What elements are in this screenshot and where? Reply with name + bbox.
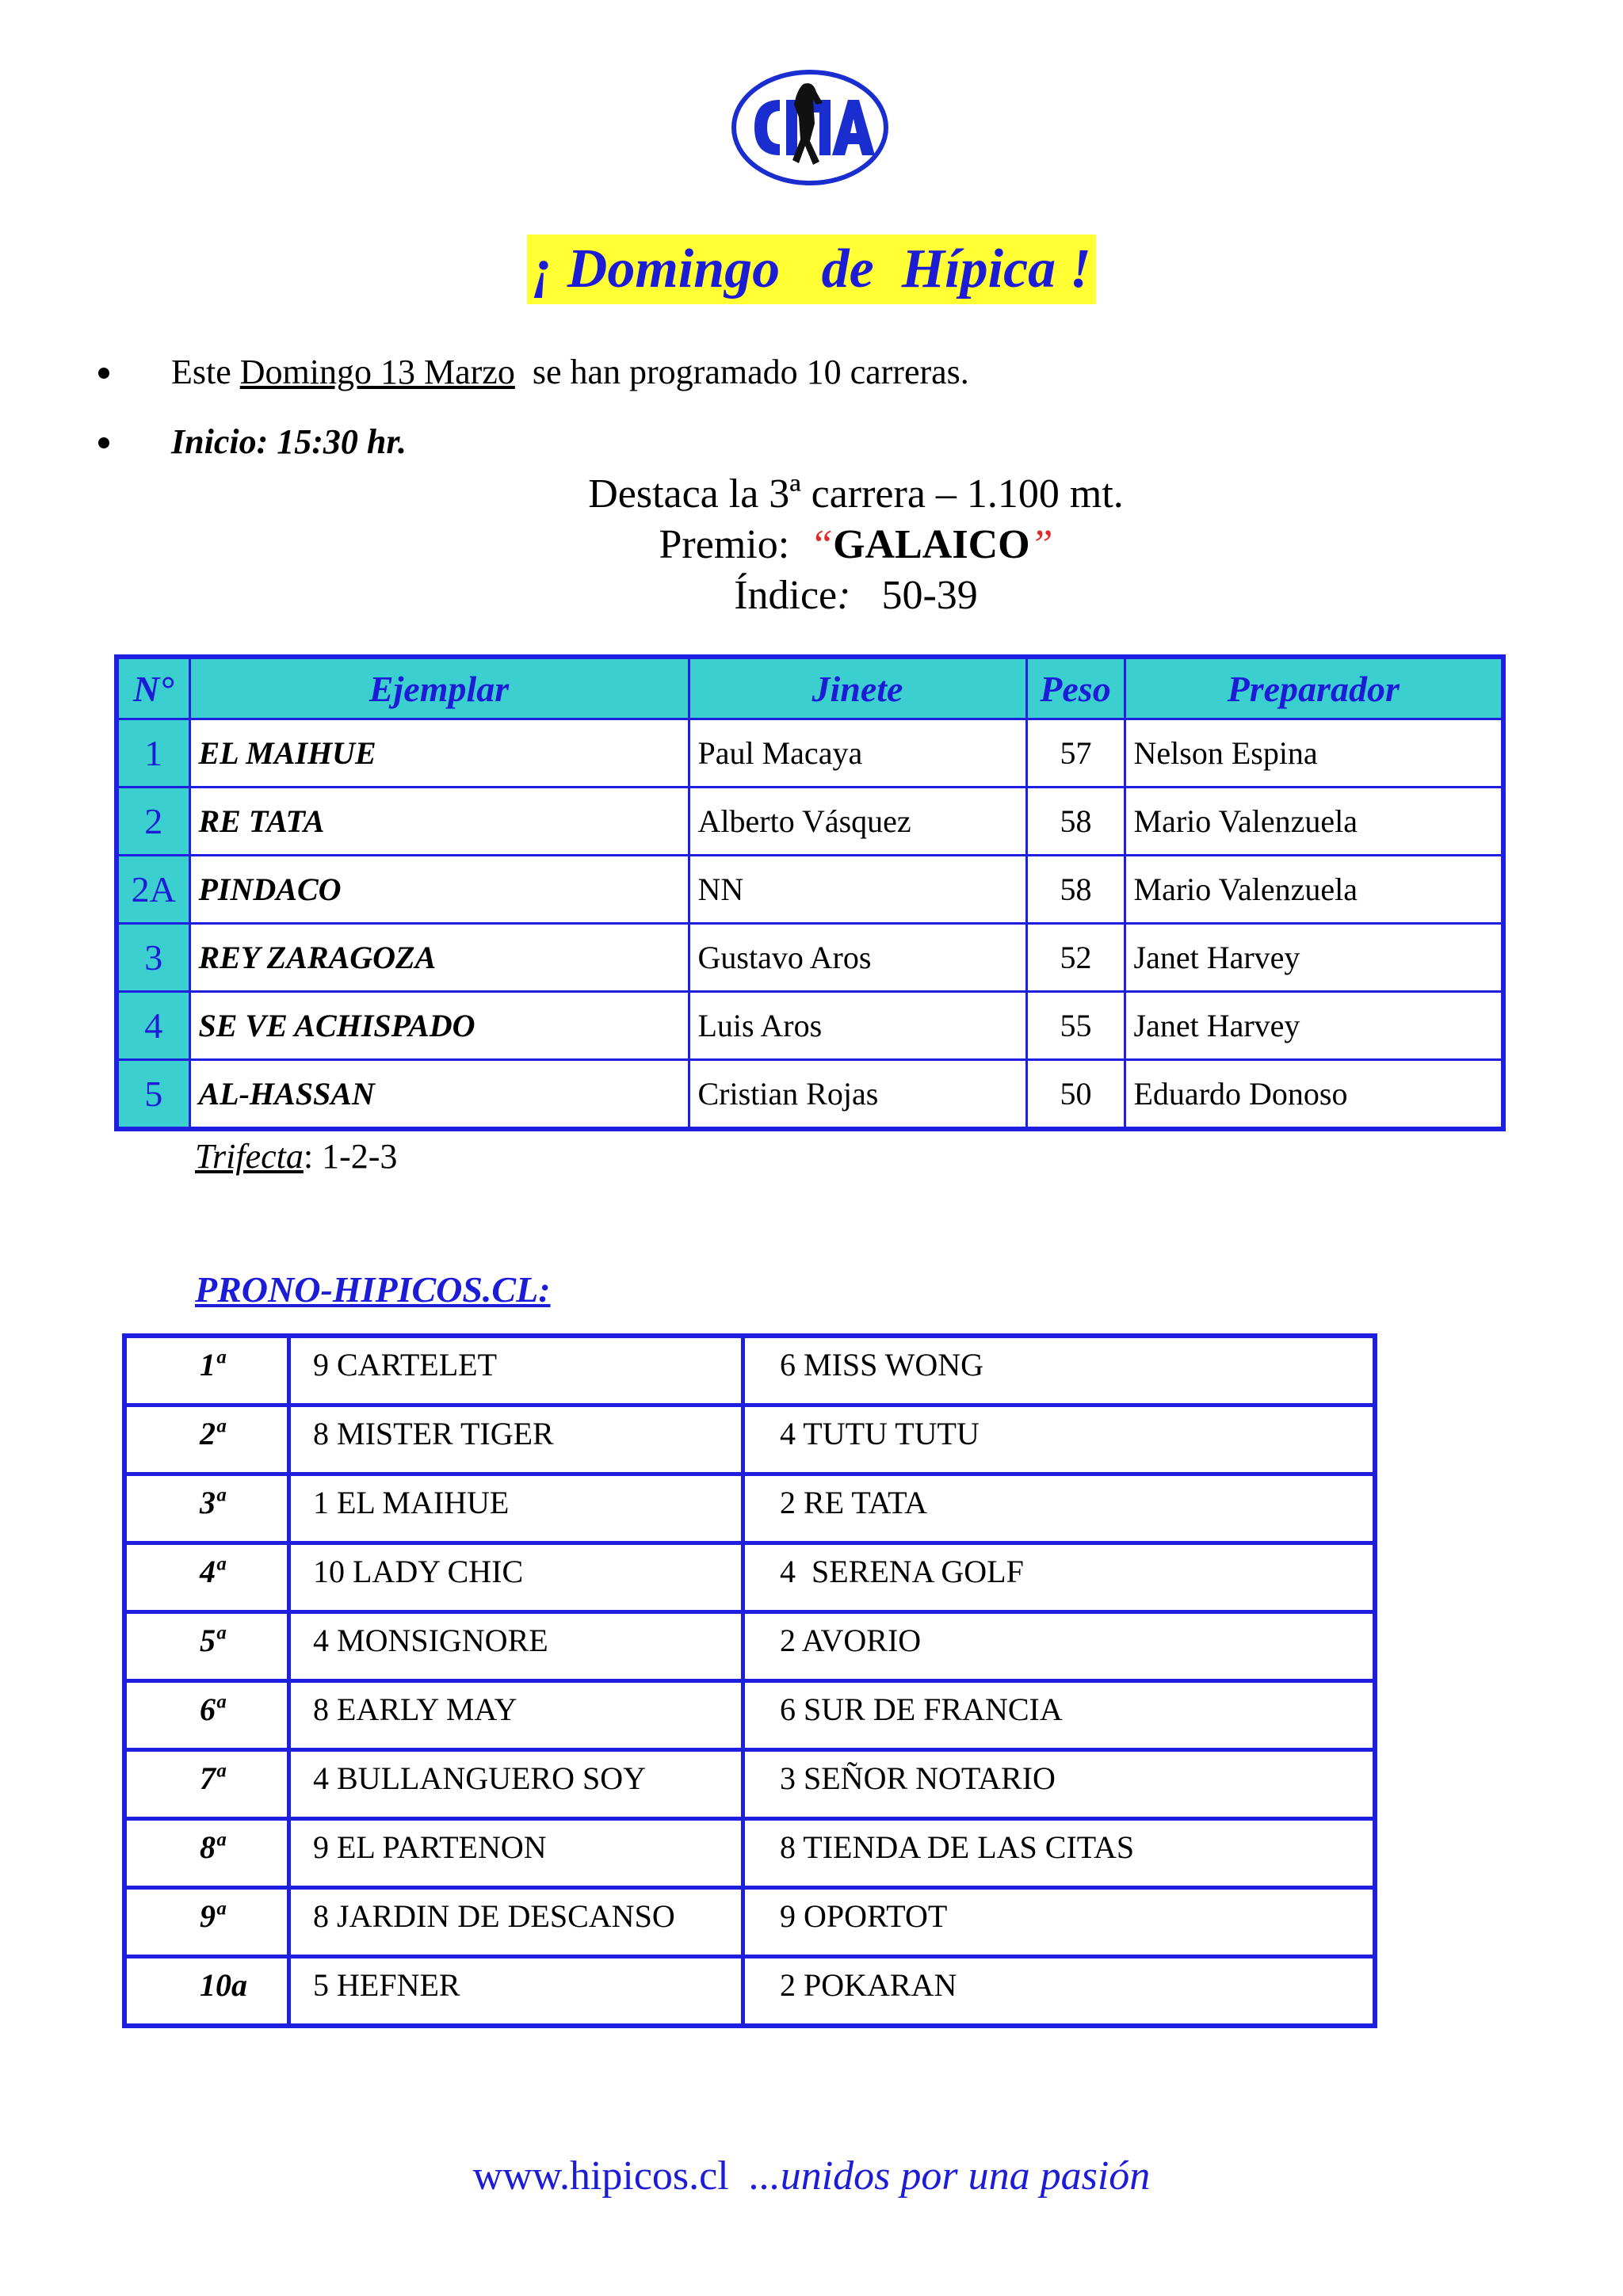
trifecta-label: Trifecta (195, 1137, 304, 1176)
header-ejemplar: Ejemplar (189, 657, 689, 719)
prono-race (124, 1336, 289, 1405)
entry-number: 5 (116, 1060, 189, 1130)
site-link[interactable]: www.hipicos.cl (472, 2153, 729, 2199)
table-row (124, 1405, 1375, 1474)
indice-value: 50-39 (850, 573, 978, 618)
race-entries-table (114, 654, 1506, 1131)
entry-trainer: Mario Valenzuela (1125, 788, 1503, 856)
bullet-prefix: Este (171, 353, 240, 391)
footer (0, 2149, 1623, 2204)
prono-race (124, 1957, 289, 2027)
table-row (124, 1543, 1375, 1612)
table-row (124, 1336, 1375, 1405)
prono-pick-2-text: 6 SUR DE FRANCIA (780, 1691, 1063, 1727)
prono-pick-1 (289, 1819, 743, 1888)
prono-race-label: 4ª (200, 1554, 224, 1589)
prono-pick-1 (289, 1750, 743, 1819)
prono-pick-1 (289, 1474, 743, 1543)
prono-pick-2-text: 2 POKARAN (780, 1967, 957, 2003)
trifecta (195, 1133, 397, 1180)
headline-wrap (0, 235, 1623, 304)
header-peso: Peso (1026, 657, 1125, 719)
entry-weight: 58 (1026, 856, 1125, 924)
prono-pick-2 (743, 1612, 1376, 1681)
table-row (124, 1957, 1375, 2027)
table-row (116, 788, 1503, 856)
prono-pick-1-text: 9 EL PARTENON (313, 1829, 547, 1865)
prono-pick-2-text: 2 AVORIO (780, 1623, 922, 1658)
indice-colon: : (837, 573, 851, 618)
prono-pick-2 (743, 1750, 1376, 1819)
prono-pick-1-text: 8 JARDIN DE DESCANSO (313, 1898, 675, 1934)
entry-jockey: Luis Aros (689, 992, 1026, 1060)
prono-pick-2 (743, 1405, 1376, 1474)
table-row (124, 1888, 1375, 1957)
prono-pick-1 (289, 1612, 743, 1681)
prono-pick-1 (289, 1336, 743, 1405)
prono-race (124, 1681, 289, 1750)
event-date: Domingo 13 Marzo (239, 353, 515, 391)
prono-race-label: 10a (200, 1967, 247, 2003)
premio-label: Premio: (659, 522, 811, 567)
entry-weight: 57 (1026, 719, 1125, 788)
prono-race (124, 1474, 289, 1543)
prono-table (122, 1333, 1377, 2028)
prono-pick-1 (289, 1888, 743, 1957)
prono-race-label: 7ª (200, 1760, 224, 1796)
entry-number: 2A (116, 856, 189, 924)
prono-pick-1-text: 9 CARTELET (313, 1347, 498, 1383)
entry-trainer: Eduardo Donoso (1125, 1060, 1503, 1130)
header-jinete: Jinete (689, 657, 1026, 719)
feature-premio (0, 520, 1623, 570)
entry-weight: 55 (1026, 992, 1125, 1060)
prono-pick-2-text: 6 MISS WONG (780, 1347, 984, 1383)
entry-number: 4 (116, 992, 189, 1060)
entry-horse: EL MAIHUE (189, 719, 689, 788)
start-time: Inicio: 15:30 hr. (171, 422, 407, 461)
prono-race-label: 3ª (200, 1485, 224, 1520)
table-row (116, 992, 1503, 1060)
table-row (124, 1681, 1375, 1750)
table-row (124, 1750, 1375, 1819)
prono-pick-2-text: 3 SEÑOR NOTARIO (780, 1760, 1056, 1796)
prono-race-label: 1ª (200, 1347, 224, 1383)
bullet-dot (98, 437, 109, 448)
prono-pick-2-text: 8 TIENDA DE LAS CITAS (780, 1829, 1135, 1865)
bullet-suffix: se han programado 10 carreras. (514, 353, 969, 391)
prono-pick-2-text: 4 TUTU TUTU (780, 1416, 980, 1451)
prono-race (124, 1819, 289, 1888)
entry-horse: SE VE ACHISPADO (189, 992, 689, 1060)
slogan: ...unidos por una pasión (728, 2153, 1151, 2199)
indice-label: Índice (734, 573, 838, 618)
table-row (116, 719, 1503, 788)
prono-pick-1-text: 8 EARLY MAY (313, 1691, 517, 1727)
prono-pick-1-text: 1 EL MAIHUE (313, 1485, 510, 1520)
prono-pick-2 (743, 1957, 1376, 2027)
table-header-row (116, 657, 1503, 719)
entry-trainer: Mario Valenzuela (1125, 856, 1503, 924)
prono-pick-1 (289, 1405, 743, 1474)
club-logo (731, 68, 889, 187)
entry-weight: 52 (1026, 924, 1125, 992)
prono-pick-2 (743, 1888, 1376, 1957)
entry-weight: 58 (1026, 788, 1125, 856)
prono-pick-1-text: 10 LADY CHIC (313, 1554, 524, 1589)
prono-title: PRONO-HIPICOS.CL: (195, 1269, 551, 1310)
feature-race-line: Destaca la 3ª carrera – 1.100 mt. (588, 471, 1124, 517)
prono-pick-1-text: 5 HEFNER (313, 1967, 460, 2003)
table-row (124, 1612, 1375, 1681)
entry-jockey: Gustavo Aros (689, 924, 1026, 992)
table-row (124, 1819, 1375, 1888)
prono-pick-1 (289, 1681, 743, 1750)
bullet-text (171, 349, 969, 396)
prono-pick-1-text: 8 MISTER TIGER (313, 1416, 554, 1451)
entry-trainer: Janet Harvey (1125, 924, 1503, 992)
header-preparador: Preparador (1125, 657, 1503, 719)
prono-pick-2 (743, 1543, 1376, 1612)
prono-race-label: 9ª (200, 1898, 224, 1934)
prono-race-label: 6ª (200, 1691, 224, 1727)
quote-close: ” (1029, 522, 1053, 567)
entry-horse: PINDACO (189, 856, 689, 924)
prono-pick-2-text: 9 OPORTOT (780, 1898, 948, 1934)
prono-race-label: 5ª (200, 1623, 224, 1658)
entry-horse: REY ZARAGOZA (189, 924, 689, 992)
entry-jockey: NN (689, 856, 1026, 924)
page-title: ¡ Domingo de Hípica ! (527, 235, 1096, 304)
premio-name: GALAICO (833, 522, 1030, 567)
prono-race (124, 1543, 289, 1612)
entry-horse: RE TATA (189, 788, 689, 856)
table-row (124, 1474, 1375, 1543)
quote-open: “ (810, 522, 834, 567)
bullet-dot (98, 368, 109, 379)
entry-jockey: Alberto Vásquez (689, 788, 1026, 856)
prono-race (124, 1405, 289, 1474)
entry-jockey: Cristian Rojas (689, 1060, 1026, 1130)
feature-indice (0, 570, 1623, 621)
prono-pick-1 (289, 1957, 743, 2027)
table-row (116, 1060, 1503, 1130)
entry-number: 3 (116, 924, 189, 992)
entry-trainer: Nelson Espina (1125, 719, 1503, 788)
prono-pick-2-text: 4 SERENA GOLF (780, 1554, 1024, 1589)
prono-pick-2 (743, 1336, 1376, 1405)
entry-trainer: Janet Harvey (1125, 992, 1503, 1060)
prono-race (124, 1888, 289, 1957)
prono-pick-2-text: 2 RE TATA (780, 1485, 928, 1520)
trifecta-value: : 1-2-3 (303, 1137, 398, 1176)
table-row (116, 924, 1503, 992)
header-number: N° (116, 657, 189, 719)
prono-pick-1-text: 4 BULLANGUERO SOY (313, 1760, 646, 1796)
entry-horse: AL-HASSAN (189, 1060, 689, 1130)
prono-pick-2 (743, 1819, 1376, 1888)
entry-weight: 50 (1026, 1060, 1125, 1130)
prono-pick-2 (743, 1474, 1376, 1543)
prono-pick-1-text: 4 MONSIGNORE (313, 1623, 548, 1658)
entry-jockey: Paul Macaya (689, 719, 1026, 788)
prono-race-label: 8ª (200, 1829, 224, 1865)
entry-number: 1 (116, 719, 189, 788)
entry-number: 2 (116, 788, 189, 856)
prono-race (124, 1750, 289, 1819)
prono-pick-2 (743, 1681, 1376, 1750)
prono-race (124, 1612, 289, 1681)
table-row (116, 856, 1503, 924)
prono-race-label: 2ª (200, 1416, 224, 1451)
prono-pick-1 (289, 1543, 743, 1612)
